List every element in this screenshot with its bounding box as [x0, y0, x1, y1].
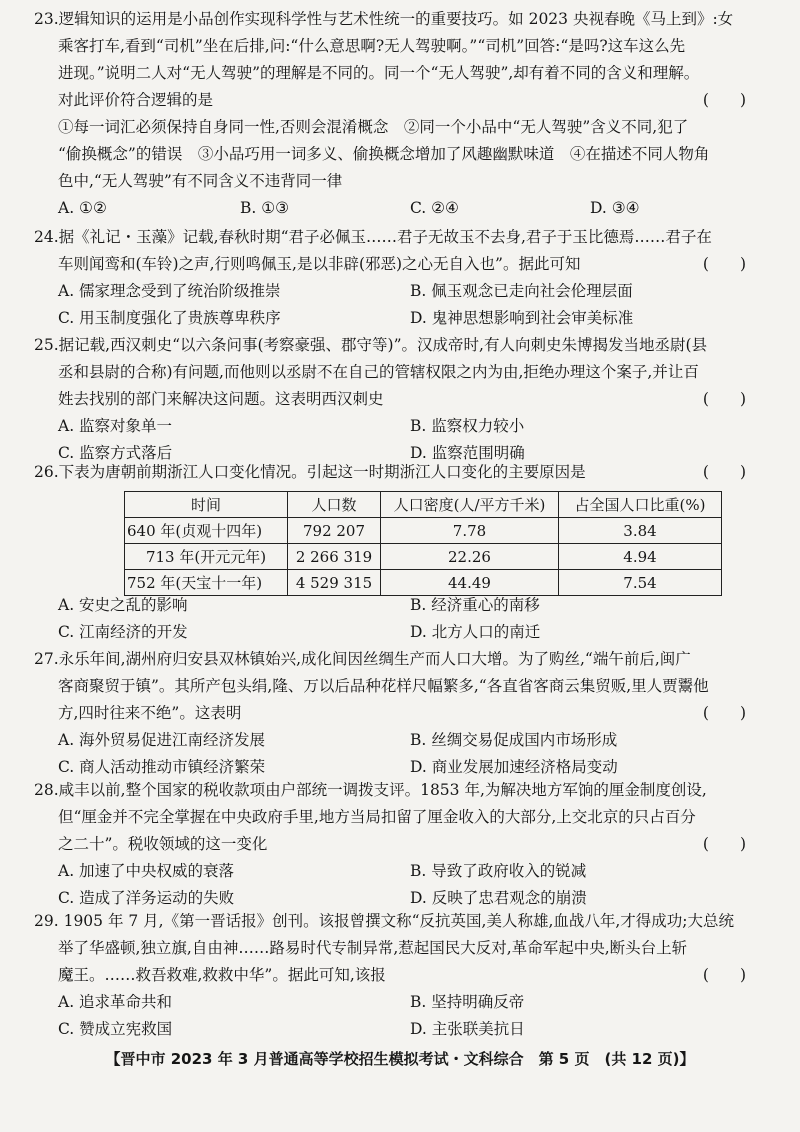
table-cell-population: 792 207 — [288, 518, 381, 544]
question-25-line-2: 丞和县尉的合称)有问题,而他则以丞尉不在自己的管辖权限之内为由,拒绝办理这个案子,并让百 — [58, 363, 699, 381]
option-a: A. ①② — [58, 199, 107, 217]
table-cell-time: 713 年(开元元年) — [125, 544, 288, 570]
question-24-line-1: 24.据《礼记・玉藻》记载,春秋时期“君子必佩玉……君子无故玉不去身,君子于玉比德焉……君子在 — [34, 228, 712, 246]
answer-bracket: ( ) — [702, 91, 746, 109]
option-c: C. 江南经济的开发 — [58, 623, 188, 641]
question-25-line-3: 姓去找别的部门来解决这问题。这表明西汉刺史 — [58, 390, 384, 408]
question-26-line-1: 26.下表为唐朝前期浙江人口变化情况。引起这一时期浙江人口变化的主要原因是 — [34, 463, 586, 481]
option-a: A. 监察对象单一 — [58, 417, 173, 435]
option-a: A. 追求革命共和 — [58, 993, 173, 1011]
table-cell-time: 640 年(贞观十四年) — [125, 518, 288, 544]
answer-bracket: ( ) — [702, 390, 746, 408]
option-b: B. ①③ — [240, 199, 290, 217]
option-d: D. 监察范围明确 — [410, 444, 525, 462]
question-23-line-3: 进现。”说明二人对“无人驾驶”的理解是不同的。同一个“无人驾驶”,却有着不同的含义和理解。 — [58, 64, 700, 82]
question-28-prompt-row — [34, 831, 766, 858]
question-27-line-1: 27.永乐年间,湖州府归安县双林镇始兴,成化间因丝绸生产而人口大增。为了购丝,“端午前后,闽广 — [34, 650, 691, 668]
table-cell-time: 752 年(天宝十一年) — [125, 570, 288, 596]
option-c: C. 用玉制度强化了贵族尊卑秩序 — [58, 309, 281, 327]
table-cell-density: 44.49 — [381, 570, 559, 596]
question-23-line-6: “偷换概念”的错误 ③小品巧用一词多义、偷换概念增加了风趣幽默味道 ④在描述不同人物角 — [58, 145, 710, 163]
question-23-line-2: 乘客打车,看到“司机”坐在后排,问:“什么意思啊?无人驾驶啊。”“司机”回答:“是吗?这车这么先 — [58, 37, 686, 55]
table-cell-population: 4 529 315 — [288, 570, 381, 596]
table-row — [125, 518, 722, 544]
question-27 — [34, 646, 766, 781]
question-24 — [34, 224, 766, 332]
question-28-line-3: 之二十”。税收领域的这一变化 — [58, 835, 268, 853]
question-26-options-row-1 — [34, 592, 766, 619]
question-27-prompt-row — [34, 700, 766, 727]
question-23-line-7: 色中,“无人驾驶”有不同含义不违背同一律 — [58, 172, 343, 190]
question-27-line-2: 客商聚贸于镇”。其所产包头绢,隆、万以后品种花样尺幅繁多,“各直省客商云集贸贩,里人贾鬻他 — [58, 677, 709, 695]
question-26-options — [34, 592, 766, 646]
option-c: C. 赞成立宪救国 — [58, 1020, 173, 1038]
option-b: B. 坚持明确反帝 — [410, 993, 525, 1011]
question-29-line-3: 魔王。……救吾救难,救救中华”。据此可知,该报 — [58, 966, 386, 984]
question-28-line-1: 28.咸丰以前,整个国家的税收款项由户部统一调拨支评。1853 年,为解决地方军饷的厘金制度创设, — [34, 781, 707, 799]
question-25-line-1: 25.据记载,西汉刺史“以六条问事(考察豪强、郡守等)”。汉成帝时,有人向刺史朱博揭发当地丞尉(县 — [34, 336, 707, 354]
question-28-options-row-1 — [34, 858, 766, 885]
table-cell-density: 7.78 — [381, 518, 559, 544]
table-header-time: 时间 — [125, 492, 288, 518]
page-footer: 【晋中市 2023 年 3 月普通高等学校招生模拟考试・文科综合 第 5 页 (共 12 页)】 — [105, 1050, 695, 1068]
table-cell-density: 22.26 — [381, 544, 559, 570]
table-row — [125, 544, 722, 570]
population-table — [124, 491, 722, 596]
option-d: D. 反映了忠君观念的崩溃 — [410, 889, 587, 907]
question-27-options-row-1 — [34, 727, 766, 754]
option-a: A. 海外贸易促进江南经济发展 — [58, 731, 266, 749]
answer-bracket: ( ) — [702, 966, 746, 984]
question-29-prompt-row — [34, 962, 766, 989]
option-b: B. 佩玉观念已走向社会伦理层面 — [410, 282, 633, 300]
question-24-prompt-row — [34, 251, 766, 278]
question-23-prompt-row — [34, 87, 766, 114]
option-d: D. ③④ — [590, 199, 640, 217]
question-29-options-row-1 — [34, 989, 766, 1016]
option-d: D. 商业发展加速经济格局变动 — [410, 758, 618, 776]
option-c: C. 监察方式落后 — [58, 444, 173, 462]
question-27-line-3: 方,四时往来不绝”。这表明 — [58, 704, 242, 722]
table-header-population: 人口数 — [288, 492, 381, 518]
question-23-line-4: 对此评价符合逻辑的是 — [58, 91, 214, 109]
question-29-line-2: 举了华盛顿,独立旗,自由神……路易时代专制异常,惹起国民大反对,革命军起中央,断头台上斩 — [58, 939, 688, 957]
question-23 — [34, 6, 766, 222]
question-23-options — [34, 195, 766, 222]
option-a: A. 安史之乱的影响 — [58, 596, 188, 614]
question-26 — [34, 459, 766, 486]
option-d: D. 鬼神思想影响到社会审美标准 — [410, 309, 634, 327]
answer-bracket: ( ) — [702, 835, 746, 853]
table-cell-share: 3.84 — [559, 518, 722, 544]
option-c: C. 商人活动推动市镇经济繁荣 — [58, 758, 266, 776]
option-a: A. 儒家理念受到了统治阶级推崇 — [58, 282, 281, 300]
option-b: B. 导致了政府收入的锐减 — [410, 862, 587, 880]
table-header-row — [125, 492, 722, 518]
table-header-density: 人口密度(人/平方千米) — [381, 492, 559, 518]
option-b: B. 监察权力较小 — [410, 417, 525, 435]
question-29-options-row-2 — [34, 1016, 766, 1043]
question-28-line-2: 但“厘金并不完全掌握在中央政府手里,地方当局扣留了厘金收入的大部分,上交北京的只占百分 — [58, 808, 696, 826]
option-c: C. 造成了洋务运动的失败 — [58, 889, 235, 907]
question-28 — [34, 777, 766, 912]
question-24-line-2: 车则闻鸾和(车铃)之声,行则鸣佩玉,是以非辟(邪恶)之心无自入也”。据此可知 — [58, 255, 581, 273]
question-26-options-row-2 — [34, 619, 766, 646]
question-29-line-1: 29. 1905 年 7 月,《第一晋话报》创刊。该报曾撰文称“反抗英国,美人称雄,血战八年,才得成功;大总统 — [34, 912, 735, 930]
answer-bracket: ( ) — [702, 704, 746, 722]
question-25-options-row-1 — [34, 413, 766, 440]
question-29 — [34, 908, 766, 1043]
question-26-prompt-row — [34, 459, 766, 486]
option-b: B. 丝绸交易促成国内市场形成 — [410, 731, 618, 749]
table-cell-share: 4.94 — [559, 544, 722, 570]
question-23-line-1: 23.逻辑知识的运用是小品创作实现科学性与艺术性统一的重要技巧。如 2023 央视春晚《马上到》:女 — [34, 10, 734, 28]
option-c: C. ②④ — [410, 199, 459, 217]
question-25 — [34, 332, 766, 467]
question-24-options-row-2 — [34, 305, 766, 332]
answer-bracket: ( ) — [702, 255, 746, 273]
table-cell-population: 2 266 319 — [288, 544, 381, 570]
table-header-share: 占全国人口比重(%) — [559, 492, 722, 518]
question-23-line-5: ①每一词汇必须保持自身同一性,否则会混淆概念 ②同一个小品中“无人驾驶”含义不同,犯了 — [58, 118, 689, 136]
option-a: A. 加速了中央权威的衰落 — [58, 862, 235, 880]
question-25-prompt-row — [34, 386, 766, 413]
option-d: D. 主张联美抗日 — [410, 1020, 525, 1038]
answer-bracket: ( ) — [702, 463, 746, 481]
option-b: B. 经济重心的南移 — [410, 596, 540, 614]
question-24-options-row-1 — [34, 278, 766, 305]
table-cell-share: 7.54 — [559, 570, 722, 596]
option-d: D. 北方人口的南迁 — [410, 623, 541, 641]
